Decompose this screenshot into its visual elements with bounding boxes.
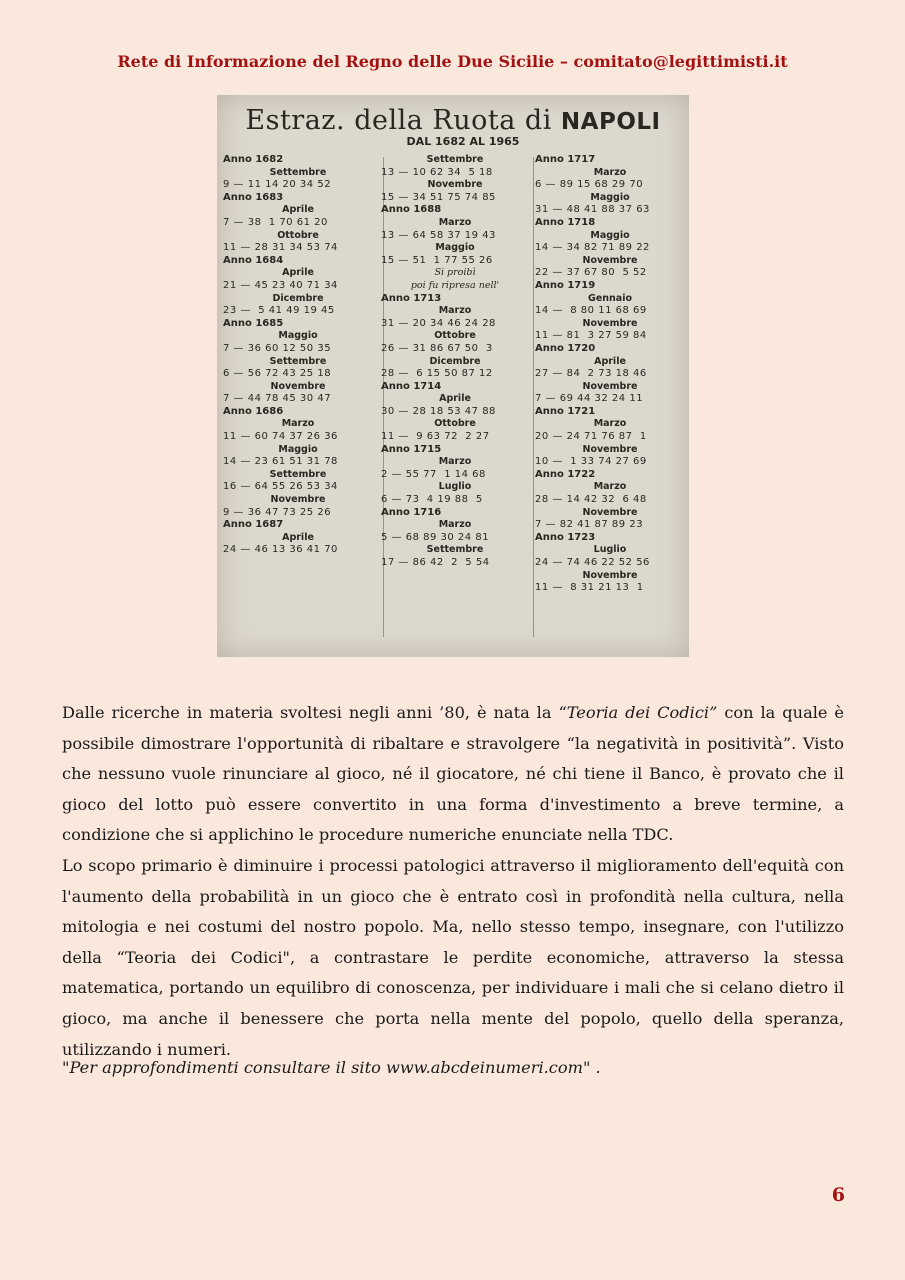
draw-numbers: 31 — 48 41 88 37 63: [535, 204, 650, 216]
draw-numbers: 15 — 34 51 75 74 85: [381, 191, 496, 203]
draw-numbers: 14 — 23 61 51 31 78: [223, 456, 338, 468]
month-label: Novembre: [582, 506, 638, 518]
emphasis-text: Teoria dei Codici”: [566, 703, 718, 722]
year-label: Anno 1683: [223, 191, 284, 203]
scan-title-city: NAPOLI: [560, 109, 661, 135]
month-label: Marzo: [438, 456, 472, 468]
year-label: Anno 1687: [223, 519, 284, 531]
month-label: Aprile: [282, 531, 314, 543]
article-body: [62, 698, 844, 1065]
scan-column-2: [381, 154, 529, 570]
scan-title: [217, 105, 689, 136]
month-label: Ottobre: [434, 418, 476, 430]
table-note: poi fu ripresa nell': [410, 279, 500, 291]
month-label: Settembre: [269, 468, 327, 480]
month-label: Luglio: [438, 481, 472, 493]
year-label: Anno 1685: [223, 317, 284, 329]
draw-numbers: 17 — 86 42 2 5 54: [381, 557, 490, 568]
month-label: Novembre: [582, 254, 638, 266]
draw-numbers: 7 — 82 41 87 89 23: [535, 519, 644, 531]
year-label: Anno 1723: [535, 531, 596, 543]
month-label: Aprile: [439, 393, 471, 405]
month-label: Maggio: [435, 242, 475, 254]
year-label: Anno 1716: [381, 506, 442, 518]
draw-numbers: 27 — 84 2 73 18 46: [535, 368, 647, 380]
draw-numbers: 26 — 31 86 67 50 3: [381, 342, 493, 354]
year-label: Anno 1686: [223, 405, 284, 417]
year-label: Anno 1713: [381, 292, 442, 304]
month-label: Settembre: [426, 544, 484, 556]
month-label: Ottobre: [434, 330, 476, 342]
draw-numbers: 7 — 38 1 70 61 20: [223, 216, 328, 228]
month-label: Aprile: [282, 267, 314, 279]
draw-numbers: 7 — 44 78 45 30 47: [223, 393, 332, 405]
draw-numbers: 11 — 81 3 27 59 84: [535, 330, 647, 342]
page-number: 6: [831, 1184, 845, 1206]
year-label: Anno 1720: [535, 342, 596, 354]
draw-numbers: 28 — 14 42 32 6 48: [535, 494, 647, 506]
month-label: Maggio: [590, 191, 630, 203]
month-label: Novembre: [582, 443, 638, 455]
draw-numbers: 13 — 10 62 34 5 18: [381, 166, 493, 178]
month-label: Settembre: [269, 355, 327, 367]
draw-numbers: 11 — 28 31 34 53 74: [223, 242, 338, 254]
month-label: Novembre: [427, 179, 483, 191]
scan-subtitle: DAL 1682 AL 1965: [406, 135, 520, 148]
month-label: Marzo: [438, 519, 472, 531]
draw-numbers: 15 — 51 1 77 55 26: [381, 254, 493, 266]
month-label: Maggio: [278, 330, 318, 342]
draw-numbers: 14 — 34 82 71 89 22: [535, 242, 650, 254]
month-label: Dicembre: [272, 292, 324, 304]
month-label: Novembre: [582, 317, 638, 329]
draw-numbers: 10 — 1 33 74 27 69: [535, 456, 647, 468]
draw-numbers: 21 — 45 23 40 71 34: [223, 279, 338, 291]
year-label: Anno 1718: [535, 216, 596, 228]
year-label: Anno 1714: [381, 380, 442, 392]
scan-column-3: [535, 154, 685, 595]
draw-numbers: 6 — 89 15 68 29 70: [535, 179, 644, 191]
paragraph-text: Dalle ricerche in materia svoltesi negli anni ’80, è nata la “: [62, 703, 567, 722]
draw-numbers: 2 — 55 77 1 14 68: [381, 468, 486, 480]
month-label: Maggio: [590, 229, 630, 241]
column-separator: [533, 157, 534, 637]
table-note: Si proibì: [434, 267, 476, 279]
month-label: Marzo: [438, 305, 472, 317]
month-label: Novembre: [582, 569, 638, 581]
month-label: Maggio: [278, 443, 318, 455]
draw-numbers: 7 — 36 60 12 50 35: [223, 342, 332, 354]
draw-numbers: 14 — 8 80 11 68 69: [535, 305, 647, 317]
month-label: Novembre: [582, 380, 638, 392]
month-label: Ottobre: [277, 229, 319, 241]
month-label: Novembre: [270, 380, 326, 392]
year-label: Anno 1682: [223, 154, 284, 165]
draw-numbers: 23 — 5 41 49 19 45: [223, 305, 335, 317]
month-label: Marzo: [593, 166, 627, 178]
page-header: Rete di Informazione del Regno delle Due Sicilie – comitato@legittimisti.it: [117, 52, 788, 71]
year-label: Anno 1715: [381, 443, 442, 455]
article-paragraph-2: Lo scopo primario è diminuire i processi patologici attraverso il miglioramento dell'equità con l'aumento della probabilità in un gioco che è entrato così in profondità nella cultura, nella mitologia e nei costumi del nostro popolo. Ma, nello stesso tempo, insegnare, con l'utilizzo della “Teoria dei Codici", a contrastare le perdite economiche, attraverso la stessa matematica, portando un equilibro di conoscenza, per individuare i mali che si celano dietro il gioco, ma anche il benessere che porta nella mente del popolo, quello della speranza, utilizzando i numeri.: [62, 855, 844, 1059]
draw-numbers: 28 — 6 15 50 87 12: [381, 368, 493, 380]
month-label: Gennaio: [588, 292, 632, 304]
year-label: Anno 1717: [535, 154, 596, 165]
draw-numbers: 24 — 46 13 36 41 70: [223, 544, 338, 556]
year-label: Anno 1722: [535, 468, 596, 480]
draw-numbers: 30 — 28 18 53 47 88: [381, 405, 496, 417]
month-label: Marzo: [281, 418, 315, 430]
draw-numbers: 7 — 69 44 32 24 11: [535, 393, 644, 405]
draw-numbers: 11 — 60 74 37 26 36: [223, 431, 338, 443]
month-label: Marzo: [593, 481, 627, 493]
draw-numbers: 20 — 24 71 76 87 1: [535, 431, 647, 443]
month-label: Settembre: [426, 154, 484, 165]
month-label: Settembre: [269, 166, 327, 178]
draw-numbers: 11 — 9 63 72 2 27: [381, 431, 490, 443]
lottery-table-scan: [217, 95, 689, 657]
draw-numbers: 11 — 8 31 21 13 1: [535, 582, 644, 594]
month-label: Luglio: [593, 544, 627, 556]
paragraph-text: con la quale è possibile dimostrare l'opportunità di ribaltare e stravolgere “la negatività in positività”. Visto che nessuno vuole rinunciare al gioco, né il giocatore, né chi tiene il Banco, è provato che il gioco del lotto può essere convertito in una forma d'investimento a breve termine, a condizione che si applichino le procedure numeriche enunciate nella TDC.: [62, 703, 844, 845]
month-label: Dicembre: [429, 355, 481, 367]
year-label: Anno 1721: [535, 405, 596, 417]
month-label: Marzo: [593, 418, 627, 430]
month-label: Novembre: [270, 494, 326, 506]
draw-numbers: 6 — 56 72 43 25 18: [223, 368, 332, 380]
year-label: Anno 1684: [223, 254, 284, 266]
article-paragraph-1: [62, 698, 844, 851]
draw-numbers: 9 — 11 14 20 34 52: [223, 179, 332, 191]
draw-numbers: 22 — 37 67 80 5 52: [535, 267, 647, 279]
scan-title-prefix: Estraz. della Ruota di: [245, 105, 561, 136]
draw-numbers: 16 — 64 55 26 53 34: [223, 481, 338, 493]
year-label: Anno 1688: [381, 204, 442, 216]
draw-numbers: 9 — 36 47 73 25 26: [223, 506, 332, 518]
month-label: Aprile: [594, 355, 626, 367]
scan-column-1: [223, 154, 373, 557]
year-label: Anno 1719: [535, 279, 596, 291]
draw-numbers: 31 — 20 34 46 24 28: [381, 317, 496, 329]
draw-numbers: 13 — 64 58 37 19 43: [381, 229, 496, 241]
draw-numbers: 5 — 68 89 30 24 81: [381, 531, 490, 543]
month-label: Marzo: [438, 216, 472, 228]
month-label: Aprile: [282, 204, 314, 216]
reference-note: "Per approfondimenti consultare il sito www.abcdeinumeri.com" .: [62, 1058, 601, 1077]
draw-numbers: 24 — 74 46 22 52 56: [535, 557, 650, 568]
draw-numbers: 6 — 73 4 19 88 5: [381, 494, 483, 506]
